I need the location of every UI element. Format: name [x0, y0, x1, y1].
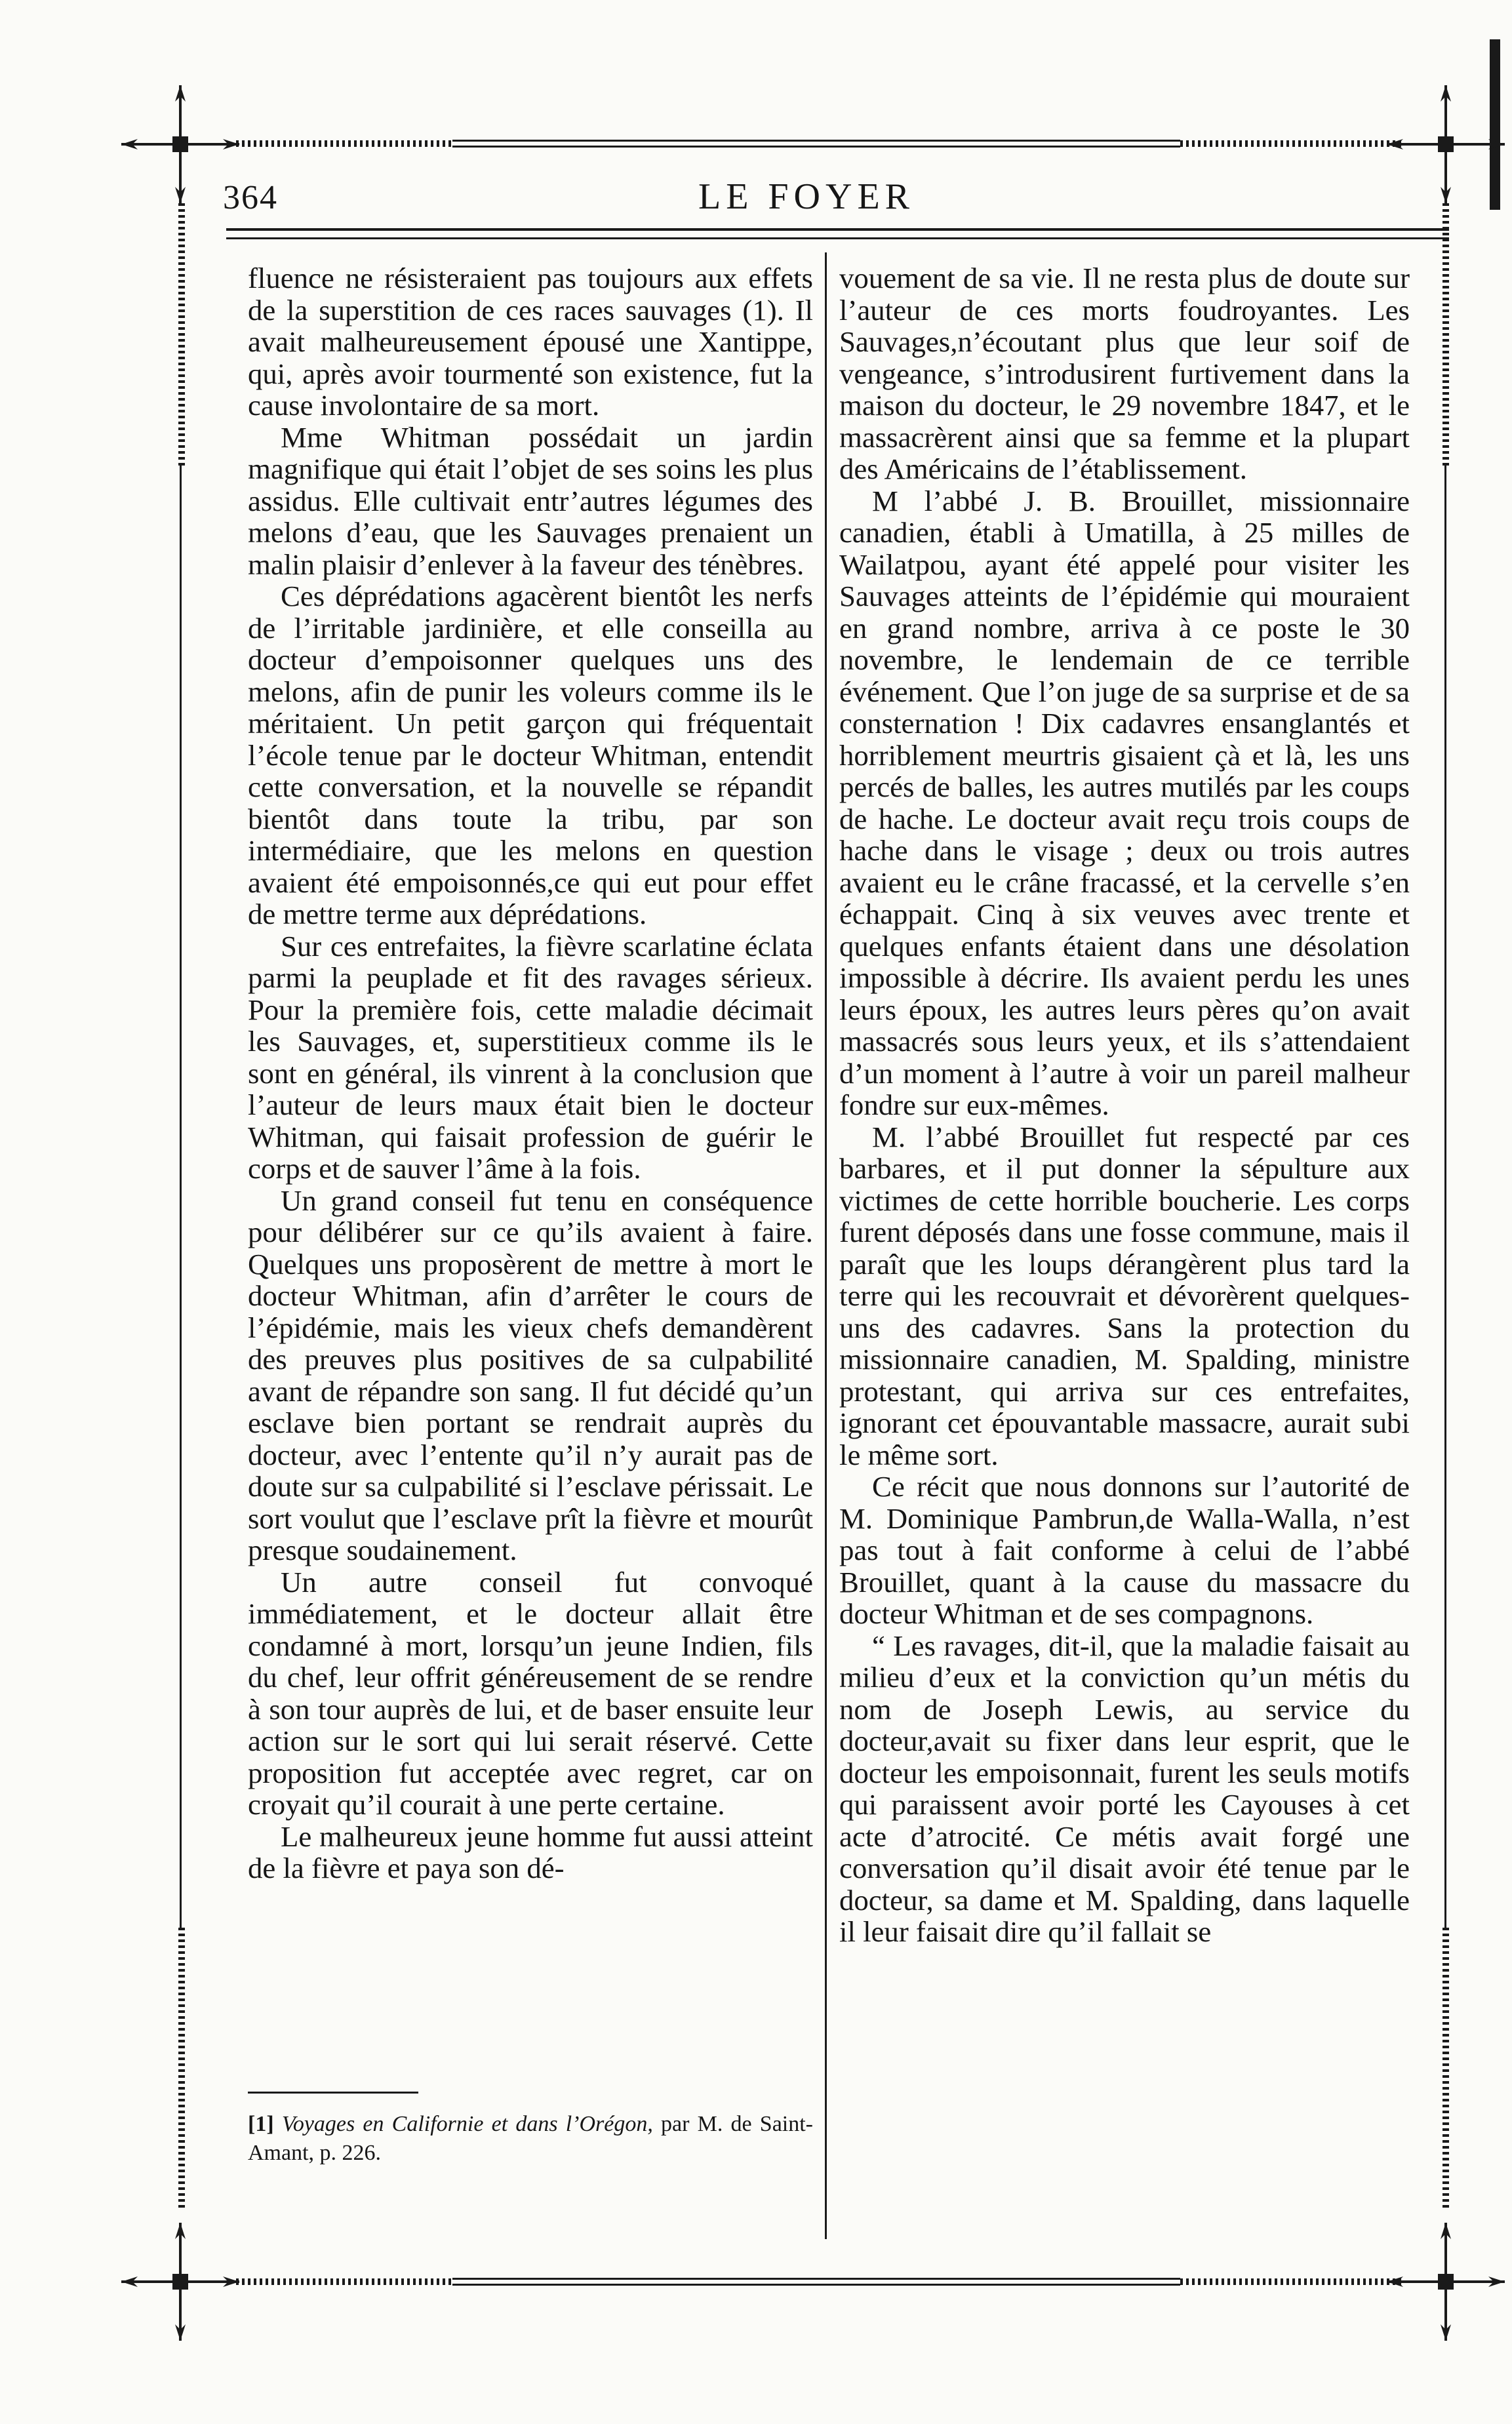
- header-rule-2: [226, 237, 1449, 239]
- footnote-title: Voyages en Californie et dans l’Orégon,: [281, 2112, 653, 2136]
- frame-right-dots-top: [1442, 203, 1449, 466]
- corner-ornament-top-right: [1383, 82, 1508, 207]
- corner-ornament-bottom-right: [1383, 2219, 1508, 2344]
- right-column: [839, 262, 1410, 1948]
- paragraph: Sur ces entrefaites, la fièvre scarlatine éclata parmi la peuplade et fit des ravages sérieux. Pour la première fois, cette maladie décimait les Sauvages, et, superstitieux comme ils le sont en général, ils vinrent à la conclusion que l’auteur de leurs maux était bien le docteur Whitman, qui faisait profession de guérir le corps et de sauver l’âme à la fois.: [248, 929, 813, 1185]
- frame-top-rule: [452, 140, 1180, 142]
- paragraph: Ce récit que nous donnons sur l’autorité de M. Dominique Pambrun,de Walla-Walla, n’est pas tout à fait conforme à celui de l’abbé Brouillet, quant à la cause du massacre du docteur Whitman et de ses compagnons.: [839, 1470, 1410, 1630]
- footnote-rule: [248, 2092, 418, 2094]
- paragraph: vouement de sa vie. Il ne resta plus de doute sur l’auteur de ces morts foudroyantes. Les Sauvages,n’écoutant plus que leur soif de vengeance, s’introdusirent furtivement dans la maison du docteur, le 29 novembre 1847, et le massacrèrent ainsi que sa femme et la plupart des Américains de l’établissement.: [839, 262, 1410, 485]
- footnote-marker: [1]: [248, 2112, 274, 2136]
- paragraph: Ces déprédations agacèrent bientôt les nerfs de l’irritable jardinière, et elle conseilla au docteur d’empoisonner quelques uns des melons, afin de punir les voleurs comme ils le méritaient. Un petit garçon qui fréquentait l’école tenue par le docteur Whitman, entendit cette conversation, et la nouvelle se répandit bientôt dans toute la tribu, par son intermédiaire, que les melons en question avaient été empoisonnés,ce qui eut pour effet de mettre terme aux déprédations.: [248, 580, 813, 930]
- paragraph: Un grand conseil fut tenu en conséquence pour délibérer sur ce qu’ils avaient à faire. Quelques uns proposèrent de mettre à mort le docteur Whitman, afin d’arrêter le cours de l’épidémie, mais les vieux chefs demandèrent des preuves plus positives de sa culpabilité avant de répandre son sang. Il fut décidé qu’un esclave bien portant se rendrait auprès du docteur, avec l’entente qu’il n’y aurait pas de doute sur sa culpabilité si l’esclave périssait. Le sort voulut que l’esclave prît la fièvre et mourût presque soudainement.: [248, 1183, 813, 1566]
- frame-top-dots-right: [1180, 140, 1403, 147]
- paragraph: fluence ne résisteraient pas toujours aux effets de la superstition de ces races sauvages (1). Il avait malheureusement épousé une Xantippe, qui, après avoir tourmenté son existence, fut la cause involontaire de sa mort.: [248, 262, 813, 422]
- paragraph: Un autre conseil fut convoqué immédiatement, et le docteur allait être condamné à mort, lorsqu’un jeune Indien, fils du chef, leur offrit généreusement de se rendre à son tour auprès de lui, et de baser ensuite leur action sur le sort qui lui serait réservé. Cette proposition fut acceptée avec regret, car on croyait qu’il courait à une perte certaine.: [248, 1565, 813, 1821]
- corner-ornament-bottom-left: [118, 2219, 243, 2344]
- running-title: LE FOYER: [698, 176, 915, 217]
- paragraph: M. l’abbé Brouillet fut respecté par ces barbares, et il put donner la sépulture aux victimes de cette horrible boucherie. Les corps furent déposés dans une fosse commune, mais il paraît que les loups dérangèrent plus tard la terre qui les recouvrait et dévorèrent quelques-uns des cadavres. Sans la protection du missionnaire canadien, M. Spalding, ministre protestant, qui arriva sur ces entrefaites, ignorant cet épouvantable massacre, aurait subi le même sort.: [839, 1120, 1410, 1471]
- left-column: [248, 262, 813, 1884]
- footnote: [248, 2110, 813, 2168]
- frame-bottom-dots-right: [1180, 2278, 1403, 2285]
- frame-left-dots-top: [178, 203, 185, 466]
- frame-left-rule: [180, 466, 182, 1928]
- column-divider: [825, 252, 827, 2239]
- frame-bottom-rule: [452, 2278, 1180, 2280]
- frame-bottom-rule-2: [452, 2284, 1180, 2286]
- paragraph: Mme Whitman possédait un jardin magnifique qui était l’objet de ses soins les plus assidus. Elle cultivait entr’autres légumes des melons d’eau, que les Sauvages prenaient un malin plaisir d’enlever à la faveur des ténèbres.: [248, 420, 813, 581]
- frame-top-rule-2: [452, 146, 1180, 148]
- frame-bottom-dots-left: [236, 2278, 452, 2285]
- paragraph: M l’abbé J. B. Brouillet, missionnaire canadien, établi à Umatilla, à 25 milles de Wailatpou, ayant été appelé pour visiter les Sauvages atteints de l’épidémie qui mouraient en grand nombre, arriva à ce poste le 30 novembre, le lendemain de ce terrible événement. Que l’on juge de sa surprise et de sa consternation ! Dix cadavres ensanglantés et horriblement meurtris gisaient çà et là, les uns percés de balles, les autres mutilés par les coups de hache. Le docteur avait reçu trois coups de hache dans le visage ; deux ou trois autres avaient eu le crâne fracassé, et la cervelle s’en échappait. Cinq à six veuves avec trente et quelques enfants étaient dans une désolation impossible à décrire. Ils avaient perdu les unes leurs époux, les autres leurs pères qu’on avait massacrés sous leurs yeux, et ils s’attendaient d’un moment à l’autre à voir un pareil malheur fondre sur eux-mêmes.: [839, 484, 1410, 1121]
- frame-left-dots-bottom: [178, 1928, 185, 2210]
- frame-right-dots-bottom: [1442, 1928, 1449, 2210]
- frame-right-rule: [1444, 466, 1446, 1928]
- page-number: 364: [223, 179, 278, 216]
- footnote-citation: par M. de Saint-Amant, p. 226.: [248, 2112, 814, 2165]
- paragraph: Le malheureux jeune homme fut aussi atteint de la fièvre et paya son dé-: [248, 1819, 813, 1884]
- frame-top-dots-left: [236, 140, 452, 147]
- paragraph: “ Les ravages, dit-il, que la maladie faisait au milieu d’eux et la conviction qu’un métis du nom de Joseph Lewis, au service du docteur,avait su fixer dans leur esprit, que le docteur les empoisonnait, furent les seuls motifs qui paraissent avoir porté les Cayouses à cet acte d’atrocité. Ce métis avait forgé une conversation qu’il disait avoir été tenue par le docteur, sa dame et M. Spalding, dans laquelle il leur faisait dire qu’il fallait se: [839, 1629, 1410, 1948]
- header-rule: [226, 228, 1449, 231]
